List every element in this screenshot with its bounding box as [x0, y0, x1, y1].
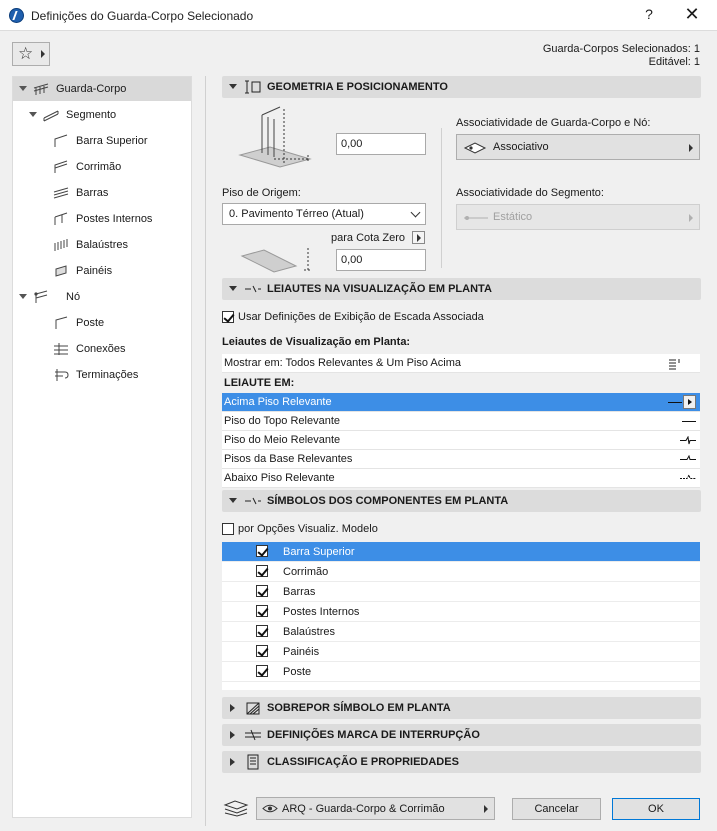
model-view-label: por Opções Visualiz. Modelo — [238, 523, 378, 535]
tree-label: Conexões — [76, 343, 126, 355]
layout-row[interactable] — [222, 412, 700, 431]
eye-icon — [262, 803, 278, 814]
component-label: Barras — [283, 586, 316, 598]
chevron-down-icon — [229, 84, 237, 89]
close-button[interactable]: ✕ — [684, 4, 700, 24]
tree-label: Balaústres — [76, 239, 128, 251]
section-classification-header[interactable] — [222, 751, 701, 773]
layers-icon — [223, 799, 249, 817]
layout-row-label: Piso do Meio Relevante — [224, 434, 341, 446]
components-icon — [244, 493, 262, 509]
layout-options-button[interactable] — [683, 395, 696, 409]
floor-label: Piso de Origem: — [222, 187, 301, 199]
tree-item-top-rail[interactable] — [13, 129, 191, 153]
layer-popup[interactable] — [256, 797, 495, 820]
tree-item-terminations[interactable] — [13, 363, 191, 387]
panel-divider — [205, 76, 206, 826]
component-checkbox[interactable] — [256, 625, 268, 637]
tree-label: Barra Superior — [76, 135, 148, 147]
break-line-icon — [680, 474, 696, 483]
component-label: Painéis — [283, 646, 320, 658]
app-icon — [9, 8, 24, 23]
component-row[interactable] — [222, 582, 700, 602]
panels-icon — [53, 264, 69, 278]
star-icon: ☆ — [18, 44, 34, 63]
ok-button[interactable]: OK — [612, 798, 700, 820]
component-checkbox[interactable] — [256, 545, 268, 557]
break-line-icon — [680, 436, 696, 445]
top-rail-icon — [53, 134, 69, 148]
selected-count: Guarda-Corpos Selecionados: 1 — [542, 43, 700, 55]
geometry-divider — [441, 128, 442, 268]
tree-item-handrail[interactable] — [13, 155, 191, 179]
section-title: SOBREPOR SÍMBOLO EM PLANTA — [267, 702, 451, 714]
arrow-right-icon — [417, 234, 421, 242]
component-label: Postes Internos — [283, 606, 360, 618]
home-story-value: 0. Pavimento Térreo (Atual) — [229, 208, 364, 220]
break-mark-icon — [244, 727, 262, 743]
override-symbol-icon — [244, 700, 262, 716]
home-story-select[interactable] — [222, 203, 426, 225]
chevron-down-icon — [29, 112, 37, 117]
layout-row[interactable] — [222, 431, 700, 450]
use-stair-checkbox[interactable] — [222, 311, 234, 323]
layout-row[interactable] — [222, 393, 700, 412]
layer-value: ARQ - Guarda-Corpo & Corrimão — [282, 803, 445, 815]
tree-label: Guarda-Corpo — [56, 83, 127, 95]
component-row[interactable] — [222, 622, 700, 642]
component-row[interactable] — [222, 562, 700, 582]
chevron-right-icon — [230, 704, 235, 712]
window-title: Definições do Guarda-Corpo Selecionado — [31, 9, 254, 23]
component-row[interactable] — [222, 542, 700, 562]
section-title: CLASSIFICAÇÃO E PROPRIEDADES — [267, 756, 459, 768]
tree-item-railing[interactable] — [13, 77, 191, 101]
zero-ref-button[interactable] — [412, 231, 425, 244]
use-stair-label: Usar Definições de Exibição de Escada Associada — [238, 311, 484, 323]
layout-on-label: LEIAUTE EM: — [224, 377, 295, 389]
segment-associativity-value: Estático — [493, 211, 533, 223]
inner-posts-icon — [53, 212, 69, 226]
tree-item-balusters[interactable] — [13, 233, 191, 257]
section-geometry-header[interactable] — [222, 76, 701, 98]
tree-item-segment[interactable] — [13, 103, 191, 127]
segment-icon — [43, 108, 59, 122]
help-button[interactable]: ? — [645, 6, 653, 22]
component-checkbox[interactable] — [256, 665, 268, 677]
component-label: Balaústres — [283, 626, 335, 638]
component-row[interactable] — [222, 662, 700, 682]
selection-info — [543, 43, 700, 69]
show-on-text: Mostrar em: Todos Relevantes & Um Piso Acima — [224, 357, 461, 369]
arrow-right-icon — [41, 50, 45, 58]
railing-icon — [33, 82, 49, 96]
chevron-down-icon — [19, 294, 27, 299]
title-bar — [0, 0, 717, 31]
post-icon — [53, 316, 69, 330]
component-label: Corrimão — [283, 566, 329, 578]
component-checkbox[interactable] — [256, 565, 268, 577]
component-row[interactable] — [222, 642, 700, 662]
plan-layout-icon — [244, 281, 262, 297]
handrail-icon — [53, 160, 69, 174]
component-label: Barra Superior — [283, 546, 355, 558]
connections-icon — [53, 342, 69, 356]
chevron-down-icon — [19, 86, 27, 91]
geometry-icon — [244, 79, 262, 95]
rails-icon — [53, 186, 69, 200]
stories-icon — [668, 357, 682, 370]
component-checkbox[interactable] — [256, 605, 268, 617]
section-plan-layout-header[interactable] — [222, 278, 701, 300]
line-symbol-icon — [668, 402, 682, 403]
layout-row-label: Pisos da Base Relevantes — [224, 453, 353, 465]
height-input[interactable]: 0,00 — [336, 133, 426, 155]
zero-label: para Cota Zero — [331, 232, 405, 244]
component-checkbox[interactable] — [256, 645, 268, 657]
tree-label: Poste — [76, 317, 105, 329]
break-line-icon — [680, 455, 696, 464]
chevron-down-icon — [411, 208, 421, 218]
tree-label: Nó — [66, 291, 81, 303]
static-icon — [463, 213, 489, 223]
show-on-row[interactable] — [222, 354, 700, 373]
segment-assoc-label: Associatividade do Segmento: — [456, 187, 604, 199]
favorites-button[interactable] — [12, 42, 50, 66]
layout-row-label: Acima Piso Relevante — [224, 396, 332, 408]
line-symbol-icon — [682, 421, 696, 422]
component-row[interactable] — [222, 602, 700, 622]
tree-item-rails[interactable] — [13, 181, 191, 205]
tree-label: Barras — [76, 187, 109, 199]
tree-label: Postes Internos — [76, 213, 153, 225]
layout-row[interactable] — [222, 450, 700, 469]
offset-input[interactable]: 0,00 — [336, 249, 426, 271]
tree-item-node[interactable] — [13, 285, 191, 309]
offset-diagram — [238, 246, 318, 274]
model-view-checkbox[interactable] — [222, 523, 234, 535]
cancel-button[interactable]: Cancelar — [512, 798, 601, 820]
chevron-right-icon — [230, 758, 235, 766]
editable-count: Editável: 1 — [648, 56, 700, 68]
arrow-right-icon — [689, 214, 693, 222]
associativity-popup[interactable] — [456, 134, 700, 160]
section-components-header[interactable] — [222, 490, 701, 512]
railing-height-diagram — [234, 105, 318, 171]
classification-icon — [244, 754, 262, 770]
layout-row-label: Piso do Topo Relevante — [224, 415, 340, 427]
section-title: DEFINIÇÕES MARCA DE INTERRUPÇÃO — [267, 729, 480, 741]
component-list-spacer — [222, 682, 700, 690]
arrow-right-icon — [484, 805, 488, 813]
section-title: GEOMETRIA E POSICIONAMENTO — [267, 81, 448, 93]
plan-layouts-label: Leiautes de Visualização em Planta: — [222, 336, 411, 348]
node-icon — [33, 290, 49, 304]
tree-label: Segmento — [66, 109, 117, 121]
section-break-mark-header[interactable] — [222, 724, 701, 746]
chevron-right-icon — [230, 731, 235, 739]
layout-row-label: Abaixo Piso Relevante — [224, 472, 335, 484]
settings-tree — [12, 76, 192, 818]
tree-label: Terminações — [76, 369, 139, 381]
chevron-down-icon — [229, 286, 237, 291]
component-checkbox[interactable] — [256, 585, 268, 597]
assoc-label: Associatividade de Guarda-Corpo e Nó: — [456, 117, 651, 129]
terminations-icon — [53, 368, 69, 382]
section-override-header[interactable] — [222, 697, 701, 719]
chevron-down-icon — [229, 498, 237, 503]
tree-item-post[interactable] — [13, 311, 191, 335]
tree-label: Painéis — [76, 265, 113, 277]
tree-item-connections[interactable] — [13, 337, 191, 361]
tree-label: Corrimão — [76, 161, 122, 173]
arrow-right-icon — [689, 144, 693, 152]
associative-icon — [463, 141, 487, 155]
segment-associativity-popup[interactable] — [456, 204, 700, 230]
layout-row[interactable] — [222, 469, 700, 488]
component-label: Poste — [283, 666, 312, 678]
tree-item-inner-posts[interactable] — [13, 207, 191, 231]
balusters-icon — [53, 238, 69, 252]
tree-item-panels[interactable] — [13, 259, 191, 283]
associativity-value: Associativo — [493, 141, 549, 153]
section-title: LEIAUTES NA VISUALIZAÇÃO EM PLANTA — [267, 283, 492, 295]
section-title: SÍMBOLOS DOS COMPONENTES EM PLANTA — [267, 495, 509, 507]
